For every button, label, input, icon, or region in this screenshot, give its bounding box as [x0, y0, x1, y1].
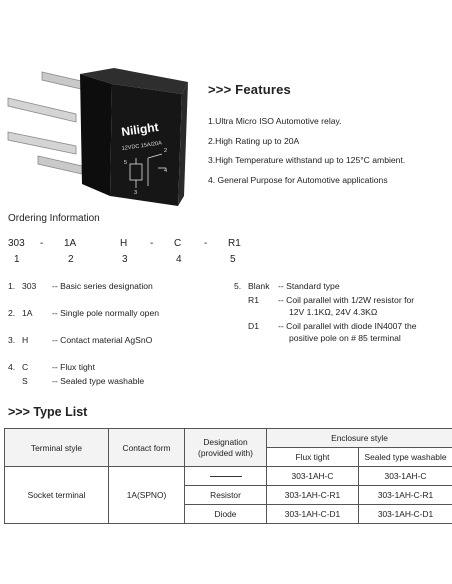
designation-cell: Diode [185, 505, 267, 524]
code-part: R1 [228, 238, 241, 249]
order-item-key: 303 [22, 281, 37, 291]
feature-item: 4. General Purpose for Automotive applications [208, 174, 388, 185]
feature-item: 3.High Temperature withstand up to 125°C ambient. [208, 155, 406, 165]
pin-label: 5 [124, 160, 128, 166]
order-item-key: S [22, 376, 28, 386]
flux-cell: 303-1AH-C-R1 [267, 486, 359, 505]
order-item-num: 2. [8, 308, 16, 318]
features-list [208, 112, 405, 190]
code-number: 1 [14, 254, 20, 265]
type-list-title: >>> Type List [8, 405, 88, 419]
order-item-num: 1. [8, 281, 16, 291]
code-part: 303 [8, 238, 25, 249]
code-part: 1A [64, 238, 77, 249]
relay-product-image [2, 60, 198, 210]
order-item-key: 1A [22, 308, 33, 318]
terminal-cell: Socket terminal [5, 467, 109, 524]
order-item-num: 5. [234, 281, 242, 291]
header-designation: Designation (provided with) [185, 429, 267, 467]
relay-rating: 12VDC 15A/20A [121, 140, 163, 152]
header-contact-form: Contact form [109, 429, 185, 467]
order-item-desc: -- Contact material AgSnO [52, 335, 153, 345]
order-item-key: H [22, 335, 29, 345]
order-item-desc: -- Basic series designation [52, 281, 153, 291]
sealed-cell: 303-1AH-C-D1 [359, 505, 452, 524]
header-sealed: Sealed type washable [359, 448, 452, 467]
pin-label: 2 [164, 148, 168, 154]
features-title: >>> Features [208, 82, 291, 97]
header-terminal-style: Terminal style [5, 429, 109, 467]
order-item-desc-line2: 12V 1.1KΩ, 24V 4.3KΩ [289, 307, 378, 317]
code-part: C [174, 238, 182, 249]
order-item-desc: -- Flux tight [52, 362, 95, 372]
order-item-desc: -- Single pole normally open [52, 308, 160, 318]
flux-cell: 303-1AH-C [267, 467, 359, 486]
order-item-desc-line2: positive pole on # 85 terminal [289, 333, 401, 343]
code-number: 4 [176, 254, 182, 265]
designation-cell: Resistor [185, 486, 267, 505]
feature-item: 2.High Rating up to 20A [208, 135, 300, 146]
code-number: 5 [230, 254, 236, 265]
designation-cell [185, 467, 267, 486]
sealed-cell: 303-1AH-C-R1 [359, 486, 452, 505]
code-part: H [120, 238, 128, 249]
pin-label: 3 [134, 190, 138, 196]
order-item-key: Blank [248, 281, 270, 291]
none-dash [210, 476, 242, 477]
table-row [5, 467, 452, 486]
header-enclosure-style: Enclosure style [267, 429, 452, 448]
order-item-desc: -- Coil parallel with 1/2W resistor for [278, 295, 415, 305]
sealed-cell: 303-1AH-C [359, 467, 452, 486]
ordering-title: Ordering Information [8, 213, 100, 224]
contact-cell: 1A(SPNO) [109, 467, 185, 524]
code-number: 3 [122, 254, 128, 265]
order-item-num: 4. [8, 362, 16, 372]
order-item-key: C [22, 362, 29, 372]
order-item-key: D1 [248, 321, 259, 331]
type-list-table [4, 428, 452, 524]
header-flux-tight: Flux tight [267, 448, 359, 467]
order-item-desc: -- Sealed type washable [52, 376, 145, 386]
order-item-desc: -- Standard type [278, 281, 340, 291]
order-item-key: R1 [248, 295, 259, 305]
pin-label: 4 [164, 168, 168, 174]
code-part: - [150, 238, 154, 249]
flux-cell: 303-1AH-C-D1 [267, 505, 359, 524]
relay-brand: Nilight [120, 119, 160, 139]
order-item-num: 3. [8, 335, 16, 345]
order-item-desc: -- Coil parallel with diode IN4007 the [278, 321, 417, 331]
code-number: 2 [68, 254, 74, 265]
code-part: - [204, 238, 208, 249]
code-part: - [40, 238, 44, 249]
feature-item: 1.Ultra Micro ISO Automotive relay. [208, 116, 342, 126]
